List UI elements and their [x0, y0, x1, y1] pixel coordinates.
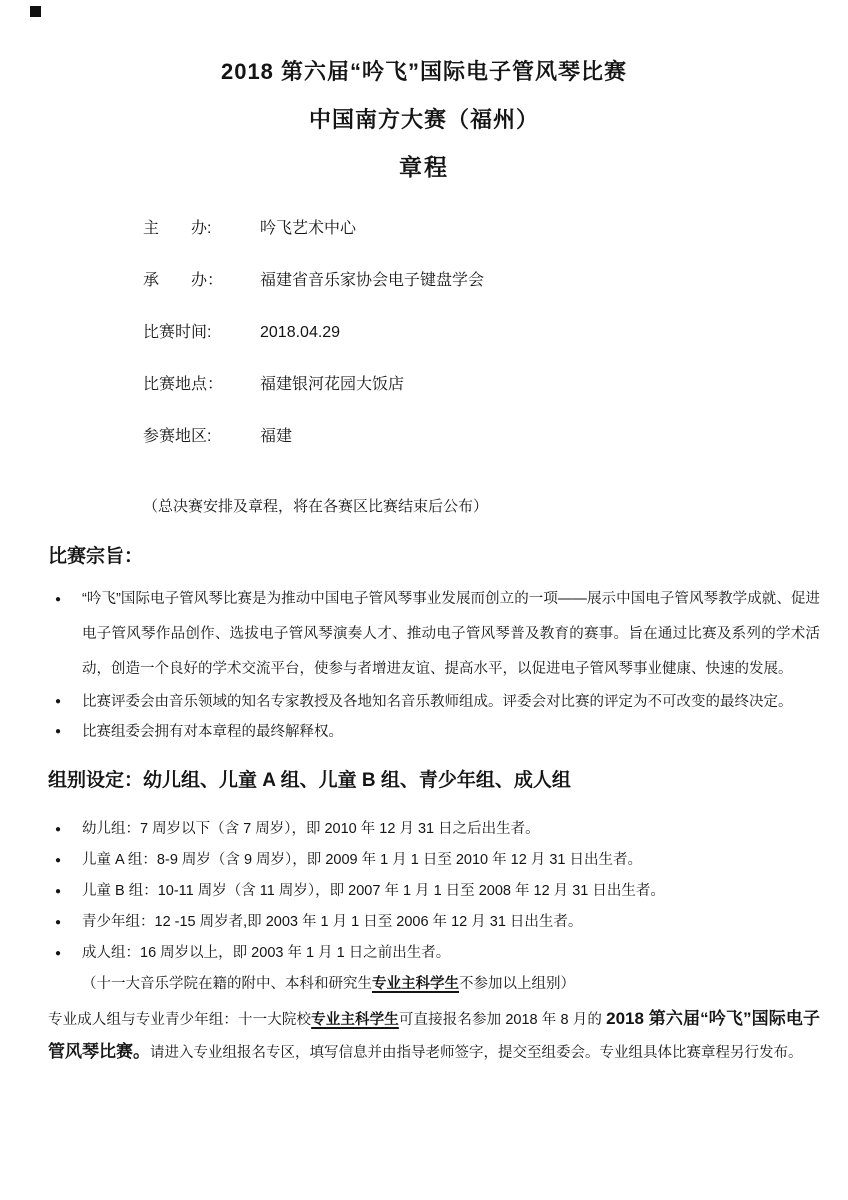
- document-section-title: 章程: [399, 154, 449, 180]
- bullet-icon: ●: [55, 886, 62, 897]
- note-text-emphasis: 专业主科学生: [372, 976, 459, 992]
- purpose-bullet-1: “吟飞”国际电子管风琴比赛是为推动中国电子管风琴事业发展而创立的一项——展示中国电子管风琴教学成就、促进电子管风琴作品创作、选拔电子管风琴演奏人才、推动电子管风琴普及教育的赛事。旨在通过比赛及系列的学术活动，创造一个良好的学术交流平台，使参与者增进友谊、提高水平，以促进电子管风琴事业健康、快速的发展。: [82, 591, 820, 677]
- info-label-organizer: 承 办：: [143, 272, 224, 289]
- pro-text-1: 专业成人组与专业青少年组：十一大院校: [48, 1012, 312, 1028]
- scan-artifact-mark: [30, 6, 41, 17]
- groups-section: [48, 768, 820, 1069]
- list-item: [48, 814, 820, 845]
- title-block: [0, 58, 848, 182]
- purpose-heading: 比赛宗旨：: [48, 546, 144, 567]
- bullet-icon: ●: [55, 696, 62, 707]
- list-item: [48, 845, 820, 876]
- info-label-region: 参赛地区:: [143, 428, 212, 445]
- purpose-bullet-2: 比赛评委会由音乐领域的知名专家教授及各地知名音乐教师组成。评委会对比赛的评定为不可改变的最终决定。: [82, 694, 793, 710]
- purpose-list: [48, 582, 820, 747]
- groups-heading: 组别设定：幼儿组、儿童 A 组、儿童 B 组、青少年组、成人组: [48, 770, 571, 791]
- group-bullet-youth: 青少年组：12 -15 周岁者,即 2003 年 1 月 1 日至 2006 年 12 月 31 日出生者。: [82, 914, 583, 930]
- bullet-icon: ●: [55, 917, 62, 928]
- list-item: [48, 582, 820, 687]
- group-bullet-preschool: 幼儿组：7 周岁以下（含 7 周岁），即 2010 年 12 月 31 日之后出生者。: [82, 821, 540, 837]
- info-value-organizer: 福建省音乐家协会电子键盘学会: [260, 272, 485, 289]
- pro-text-2: 可直接报名参加 2018 年 8 月的: [398, 1012, 607, 1028]
- info-row-region: [143, 426, 820, 448]
- info-label-host: 主 办:: [143, 220, 212, 237]
- pro-text-emphasis: 专业主科学生: [311, 1012, 399, 1028]
- note-text-pre: （十一大音乐学院在籍的附中、本科和研究生: [82, 976, 372, 992]
- info-label-date: 比赛时间:: [143, 324, 212, 341]
- info-section: [48, 218, 820, 448]
- list-item: [48, 907, 820, 938]
- document-subtitle: 中国南方大赛（福州）: [308, 107, 539, 132]
- info-value-date: 2018.04.29: [260, 324, 341, 341]
- info-row-host: [143, 218, 820, 240]
- list-item: [48, 687, 820, 717]
- info-label-venue: 比赛地点：: [143, 376, 224, 393]
- list-item: [48, 717, 820, 747]
- list-item: [48, 938, 820, 969]
- pro-text-strong: 2018 第六届“吟飞”国际电子管风琴比赛。: [48, 1009, 820, 1061]
- pro-text-3: 请进入专业组报名专区，填写信息并由指导老师签字，提交至组委会。专业组具体比赛章程另行发布。: [150, 1045, 803, 1061]
- group-bullet-adult: 成人组：16 周岁以上，即 2003 年 1 月 1 日之前出生者。: [82, 945, 451, 961]
- group-bullet-children-b: 儿童 B 组：10-11 周岁（含 11 周岁），即 2007 年 1 月 1 日至 2008 年 12 月 31 日出生者。: [82, 883, 665, 899]
- bullet-icon: ●: [55, 855, 62, 866]
- bullet-icon: ●: [55, 824, 62, 835]
- info-value-host: 吟飞艺术中心: [260, 220, 357, 237]
- professional-groups-paragraph: [48, 1003, 820, 1069]
- bullet-icon: ●: [55, 948, 62, 959]
- bullet-icon: ●: [55, 726, 62, 737]
- info-row-venue: [143, 374, 820, 396]
- finals-note: （总决赛安排及章程，将在各赛区比赛结束后公布）: [143, 498, 489, 515]
- group-bullet-children-a: 儿童 A 组：8-9 周岁（含 9 周岁），即 2009 年 1 月 1 日至 2010 年 12 月 31 日出生者。: [82, 852, 643, 868]
- info-row-date: [143, 322, 820, 344]
- info-row-organizer: [143, 270, 820, 292]
- purpose-bullet-3: 比赛组委会拥有对本章程的最终解释权。: [82, 724, 343, 740]
- document-title: 2018 第六届“吟飞”国际电子管风琴比赛: [220, 59, 628, 84]
- purpose-section: [48, 544, 820, 747]
- list-item: [48, 876, 820, 907]
- bullet-icon: ●: [55, 594, 62, 605]
- note-text-post: 不参加以上组别）: [459, 976, 575, 992]
- info-value-venue: 福建银河花园大饭店: [260, 376, 405, 393]
- groups-list: [48, 814, 820, 969]
- info-value-region: 福建: [260, 428, 293, 445]
- groups-exclusion-note: [82, 969, 820, 1000]
